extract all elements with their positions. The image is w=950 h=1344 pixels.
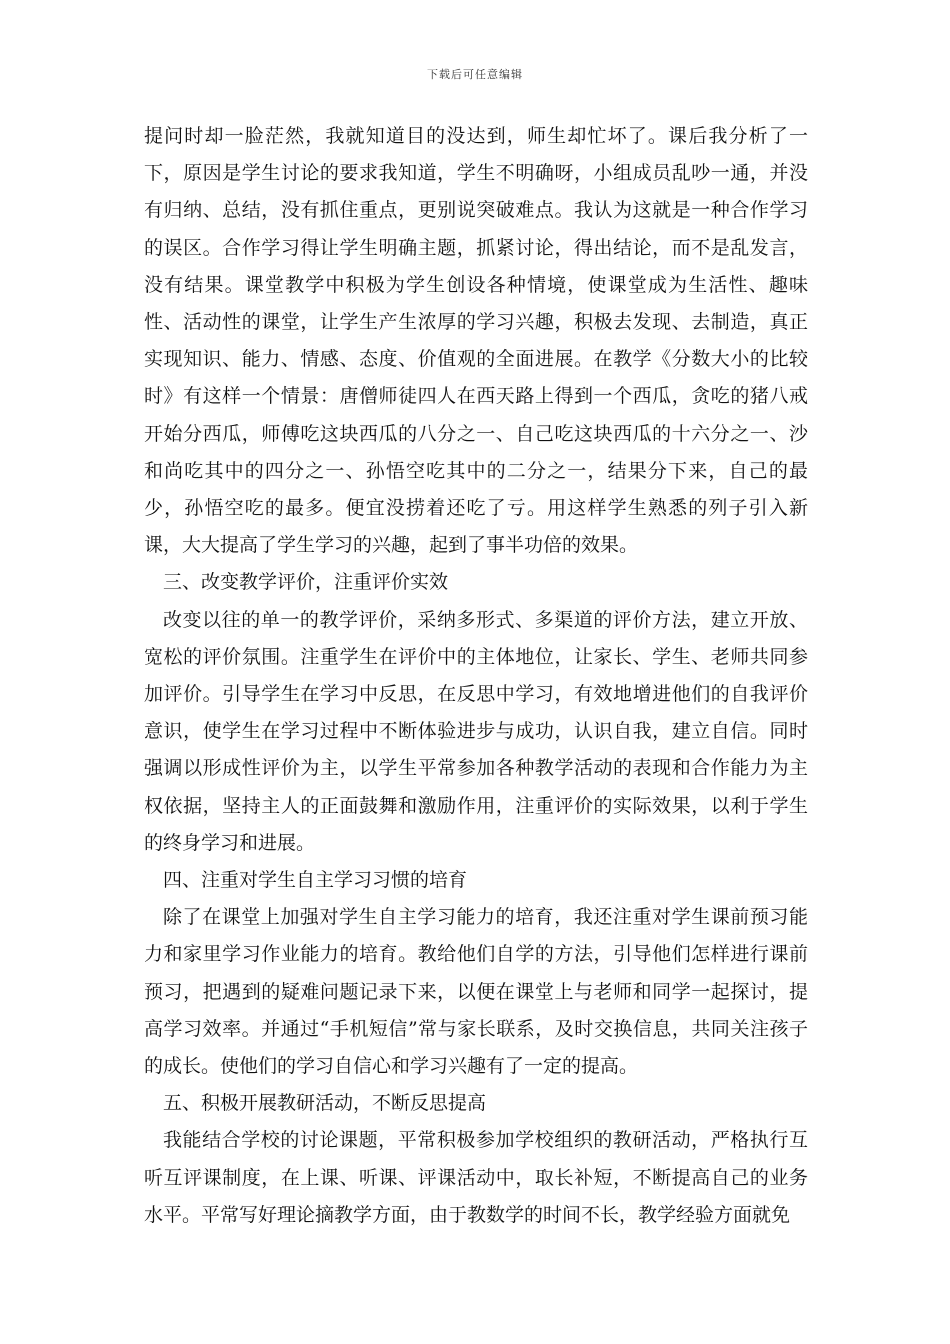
section-heading-5: 五、积极开展教研活动，不断反思提高 [163, 1092, 487, 1115]
paragraph-2: 改变以往的单一的教学评价，采纳多形式、多渠道的评价方法，建立开放、宽松的评价氛围。注重学生在评价中的主体地位，让家长、学生、老师共同参加评价。引导学生在学习中反思，在反思中学习，有效地增进他们的自我评价意识，使学生在学习过程中不断体验进步与成功，认识自我，建立自信。同时强调以形成性评价为主，以学生平常参加各种教学活动的表现和合作能力为主权依据，坚持主人的正面鼓舞和激励作用，注重评价的实际效果，以利于学生的终身学习和进展。 [144, 608, 808, 854]
paragraph-1: 提问时却一脸茫然，我就知道目的没达到，师生却忙坏了。课后我分析了一下，原因是学生讨论的要求我知道，学生不明确呀，小组成员乱吵一通，并没有归纳、总结，没有抓住重点，更别说突破难点。我认为这就是一种合作学习的误区。合作学习得让学生明确主题，抓紧讨论，得出结论，而不是乱发言，没有结果。课堂教学中积极为学生创设各种情境，使课堂成为生活性、趣味性、活动性的课堂，让学生产生浓厚的学习兴趣，积极去发现、去制造，真正实现知识、能力、情感、态度、价值观的全面进展。在教学《分数大小的比较时》有这样一个情景：唐僧师徒四人在西天路上得到一个西瓜，贪吃的猪八戒开始分西瓜，师傅吃这块西瓜的八分之一、自己吃这块西瓜的十六分之一、沙和尚吃其中的四分之一、孙悟空吃其中的二分之一，结果分下来，自己的最少，孙悟空吃的最多。便宜没捞着还吃了亏。用这样学生熟悉的列子引入新课，大大提高了学生学习的兴趣，起到了事半功倍的效果。 [144, 125, 808, 557]
document-body [144, 118, 808, 1234]
section-heading-3: 三、改变教学评价，注重评价实效 [163, 571, 449, 594]
section-heading-4: 四、注重对学生自主学习习惯的培育 [163, 869, 468, 892]
paragraph-4: 我能结合学校的讨论课题，平常积极参加学校组织的教研活动，严格执行互听互评课制度，在上课、听课、评课活动中，取长补短，不断提高自己的业务水平。平常写好理论摘教学方面，由于教数学的时间不长，教学经验方面就免 [144, 1129, 808, 1226]
paragraph-3: 除了在课堂上加强对学生自主学习能力的培育，我还注重对学生课前预习能力和家里学习作业能力的培育。教给他们自学的方法，引导他们怎样进行课前预习，把遇到的疑难问题记录下来，以便在课堂上与老师和同学一起探讨，提高学习效率。并通过“手机短信”常与家长联系，及时交换信息，共同关注孩子的成长。使他们的学习自信心和学习兴趣有了一定的提高。 [144, 906, 808, 1078]
page-header: 下载后可任意编辑 [427, 68, 523, 81]
